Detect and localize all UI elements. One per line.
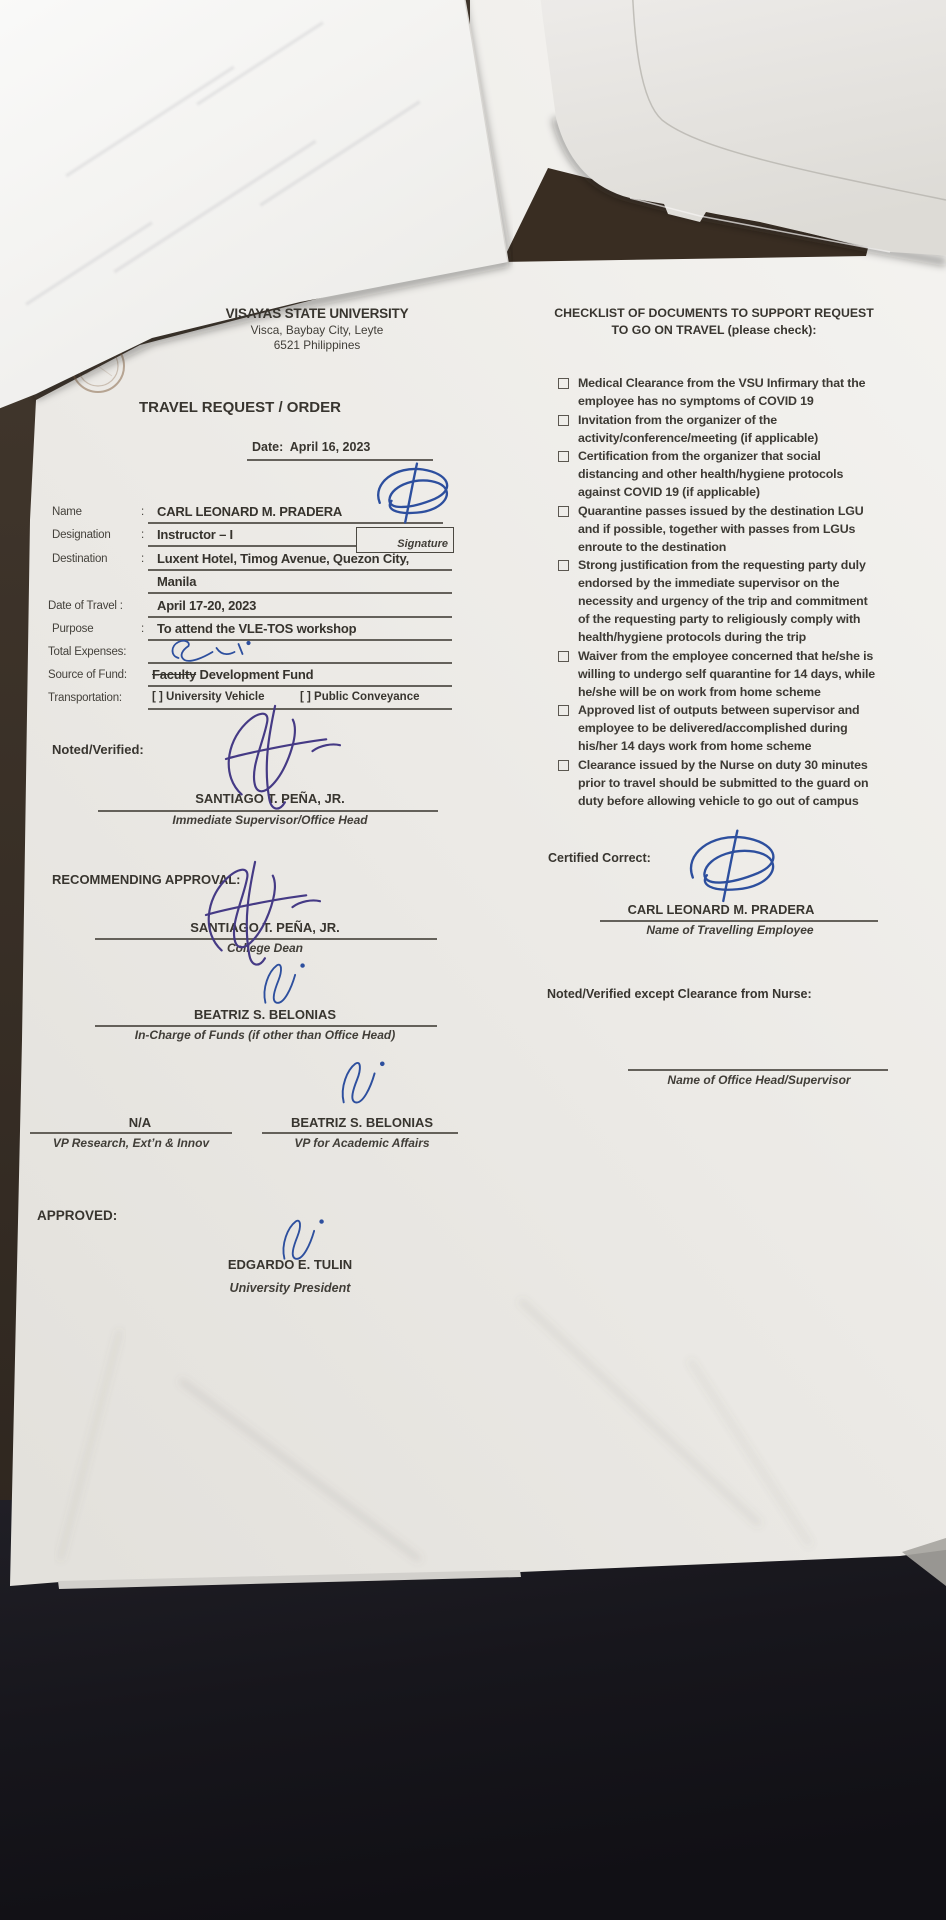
source-of-fund-underline (148, 685, 452, 687)
supervisor-caption: Immediate Supervisor/Office Head (172, 813, 368, 827)
checklist-title (540, 305, 888, 339)
checklist-item-text: Clearance issued by the Nurse on duty 30 minutes prior to travel should be submitted to the guard on duty before allowing vehicle to go out of campus (578, 757, 869, 808)
destination-label: Destination (52, 553, 108, 565)
checklist-item-text: Waiver from the employee concerned that he/she is willing to undergo self quarantine for 14 days, while he/she will be on work from home scheme (578, 648, 876, 699)
travelling-employee-underline (600, 920, 878, 922)
office-head-caption: Name of Office Head/Supervisor (667, 1073, 851, 1087)
office-head-underline (628, 1069, 888, 1071)
date-label: Date: (252, 440, 284, 454)
checklist-item-text: Medical Clearance from the VSU Infirmary that the employee has no symptoms of COVID 19 (578, 376, 866, 408)
funds-incharge-name: BEATRIZ S. BELONIAS (193, 1007, 337, 1022)
college-dean-signature (185, 856, 335, 974)
checklist-item-text: Invitation from the organizer of the activity/conference/meeting (if applicable) (578, 412, 819, 445)
purpose-value: To attend the VLE-TOS workshop (157, 621, 357, 636)
destination-underline-1 (148, 569, 452, 571)
vp-academic-name: BEATRIZ S. BELONIAS (290, 1115, 434, 1130)
designation-label: Designation (52, 529, 111, 541)
university-address-line1: Visca, Baybay City, Leyte (250, 323, 384, 337)
checkbox-icon[interactable] (558, 506, 569, 517)
checklist-item-text: Certification from the organizer that social distancing and other health/hygiene protocols against COVID 19 (if applicable) (578, 449, 844, 499)
vp-academic-caption: VP for Academic Affairs (294, 1136, 430, 1150)
recommending-approval-heading: RECOMMENDING APPROVAL: (52, 872, 241, 887)
designation-value: Instructor – I (157, 527, 233, 542)
vp-research-name: N/A (128, 1115, 152, 1130)
destination-value-2: Manila (157, 574, 197, 589)
checklist-item-text: Quarantine passes issued by the destination LGU and if possible, together with passes from LGUs enroute to the destination (578, 503, 864, 554)
date-value: April 16, 2023 (289, 440, 371, 454)
vp-research-underline (30, 1132, 232, 1134)
certified-correct-heading: Certified Correct: (548, 851, 651, 865)
total-expenses-handwriting (162, 636, 257, 670)
college-dean-caption: College Dean (226, 941, 304, 955)
checklist-item (558, 647, 880, 701)
university-name: VISAYAS STATE UNIVERSITY (225, 306, 409, 321)
colon: : (141, 529, 144, 541)
checkbox-icon[interactable] (558, 451, 569, 462)
designation-underline (148, 545, 356, 547)
transportation-option-public-conveyance[interactable]: [ ] Public Conveyance (300, 691, 420, 703)
vp-academic-signature (330, 1058, 396, 1112)
checkbox-icon[interactable] (558, 560, 569, 571)
checklist-title-line2: TO GO ON TRAVEL (please check): (611, 323, 817, 337)
checklist-item (558, 374, 880, 410)
colon: : (141, 506, 144, 518)
funds-incharge-signature (248, 960, 320, 1012)
certified-employee-signature (660, 826, 810, 908)
checklist-item-text: Strong justification from the requesting party duly endorsed by the immediate supervisor on the necessity and urgency of the trip and commitment of the requesting party to religiously comply with health/hygiene protocols during the trip (578, 558, 868, 644)
checklist-item (558, 756, 880, 810)
president-name: EDGARDO E. TULIN (227, 1257, 353, 1272)
supervisor-name: SANTIAGO T. PEÑA, JR. (195, 791, 345, 806)
struck-word: Faculty (152, 667, 197, 682)
checkbox-icon[interactable] (558, 651, 569, 662)
signature-box-caption: Signature (397, 538, 448, 550)
university-address-line2: 6521 Philippines (273, 338, 361, 352)
fund-value-rest: Development Fund (199, 667, 314, 682)
vp-research-caption: VP Research, Ext’n & Innov (52, 1136, 210, 1150)
colon: : (141, 623, 144, 635)
president-signature (268, 1216, 338, 1268)
checklist-item (558, 447, 880, 501)
date-of-travel-value: April 17-20, 2023 (157, 598, 257, 613)
approved-heading: APPROVED: (37, 1208, 118, 1223)
purpose-label: Purpose (52, 623, 94, 635)
signature-box (356, 527, 454, 553)
supervisor-signature (205, 700, 355, 818)
transportation-option-university-vehicle[interactable]: [ ] University Vehicle (152, 691, 265, 703)
president-caption: University President (229, 1281, 351, 1295)
college-dean-name: SANTIAGO T. PEÑA, JR. (190, 920, 340, 935)
employee-signature (366, 458, 464, 530)
name-value: CARL LEONARD M. PRADERA (157, 504, 343, 519)
checklist-item-text: Approved list of outputs between supervisor and employee to be delivered/accomplished during his/her 14 days work from home scheme (578, 703, 860, 753)
checklist-title-line1: CHECKLIST OF DOCUMENTS TO SUPPORT REQUEST (554, 306, 874, 320)
noted-except-heading: Noted/Verified except Clearance from Nurse: (547, 987, 812, 1001)
form-title: TRAVEL REQUEST / ORDER (139, 399, 341, 416)
funds-incharge-caption: In-Charge of Funds (if other than Office Head) (134, 1028, 396, 1042)
checklist-item (558, 701, 880, 755)
transportation-label: Transportation: (48, 692, 122, 704)
travelling-employee-caption: Name of Travelling Employee (646, 923, 814, 937)
funds-incharge-underline (95, 1025, 437, 1027)
checkbox-icon[interactable] (558, 415, 569, 426)
checklist (558, 374, 880, 810)
travelling-employee-name: CARL LEONARD M. PRADERA (627, 902, 815, 917)
noted-verified-heading: Noted/Verified: (52, 742, 144, 757)
source-of-fund-label: Source of Fund: (48, 669, 127, 681)
university-header (182, 306, 452, 352)
vp-academic-underline (262, 1132, 458, 1134)
date-of-travel-underline (148, 616, 452, 618)
checklist-item (558, 502, 880, 556)
destination-underline-2 (148, 592, 452, 594)
checklist-item (558, 556, 880, 646)
checkbox-icon[interactable] (558, 760, 569, 771)
checkbox-icon[interactable] (558, 705, 569, 716)
checkbox-icon[interactable] (558, 378, 569, 389)
date-line (252, 440, 370, 454)
destination-value: Luxent Hotel, Timog Avenue, Quezon City, (157, 551, 410, 566)
name-label: Name (52, 506, 82, 518)
checklist-item (558, 411, 880, 447)
total-expenses-label: Total Expenses: (48, 646, 127, 658)
date-of-travel-label: Date of Travel : (48, 600, 123, 612)
colon: : (141, 553, 144, 565)
